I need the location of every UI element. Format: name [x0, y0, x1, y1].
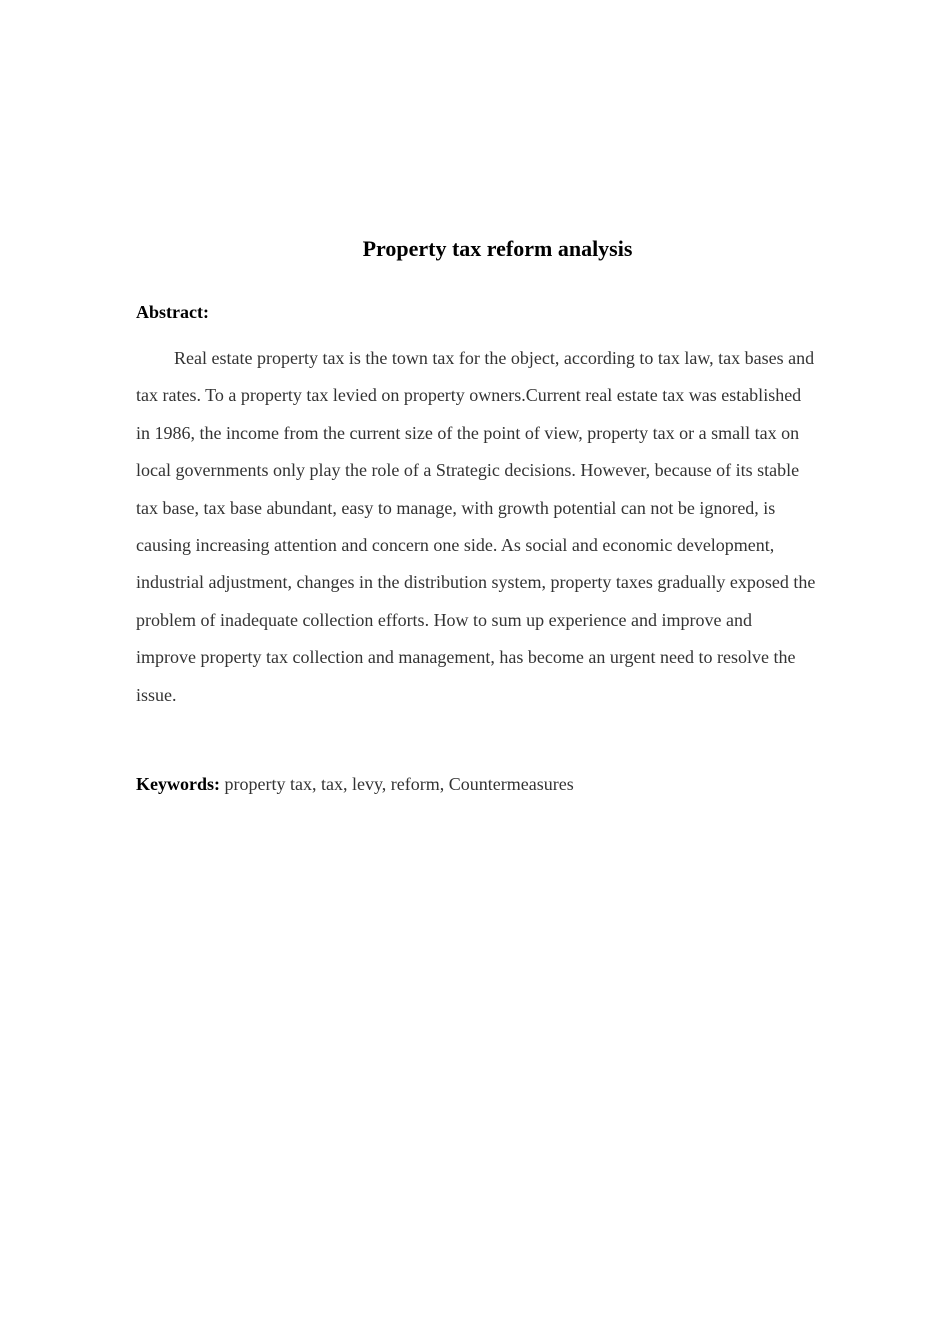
page-title: Property tax reform analysis — [362, 236, 633, 261]
abstract-line: issue. — [136, 684, 177, 705]
abstract-line: local governments only play the role of a Strategic decisions. However, because of its stable — [136, 460, 800, 481]
abstract-line: industrial adjustment, changes in the distribution system, property taxes gradually exposed the — [136, 572, 816, 593]
abstract-paragraph — [136, 340, 862, 714]
keywords — [136, 770, 574, 798]
abstract-line: Real estate property tax is the town tax for the object, according to tax law, tax bases and — [174, 348, 815, 368]
abstract-line: in 1986, the income from the current size of the point of view, property tax or a small tax on — [136, 422, 800, 443]
abstract-line: improve property tax collection and management, has become an urgent need to resolve the — [136, 647, 796, 668]
abstract-line: tax base, tax base abundant, easy to manage, with growth potential can not be ignored, is — [136, 497, 776, 518]
abstract-line: problem of inadequate collection efforts. How to sum up experience and improve and — [136, 609, 752, 630]
abstract-heading: Abstract: — [136, 302, 209, 322]
keywords-label: Keywords: — [136, 774, 220, 794]
abstract-line: causing increasing attention and concern one side. As social and economic development, — [136, 535, 775, 556]
keywords-list: property tax, tax, levy, reform, Countermeasures — [224, 774, 574, 794]
abstract-line: tax rates. To a property tax levied on property owners.Current real estate tax was established — [136, 385, 802, 406]
